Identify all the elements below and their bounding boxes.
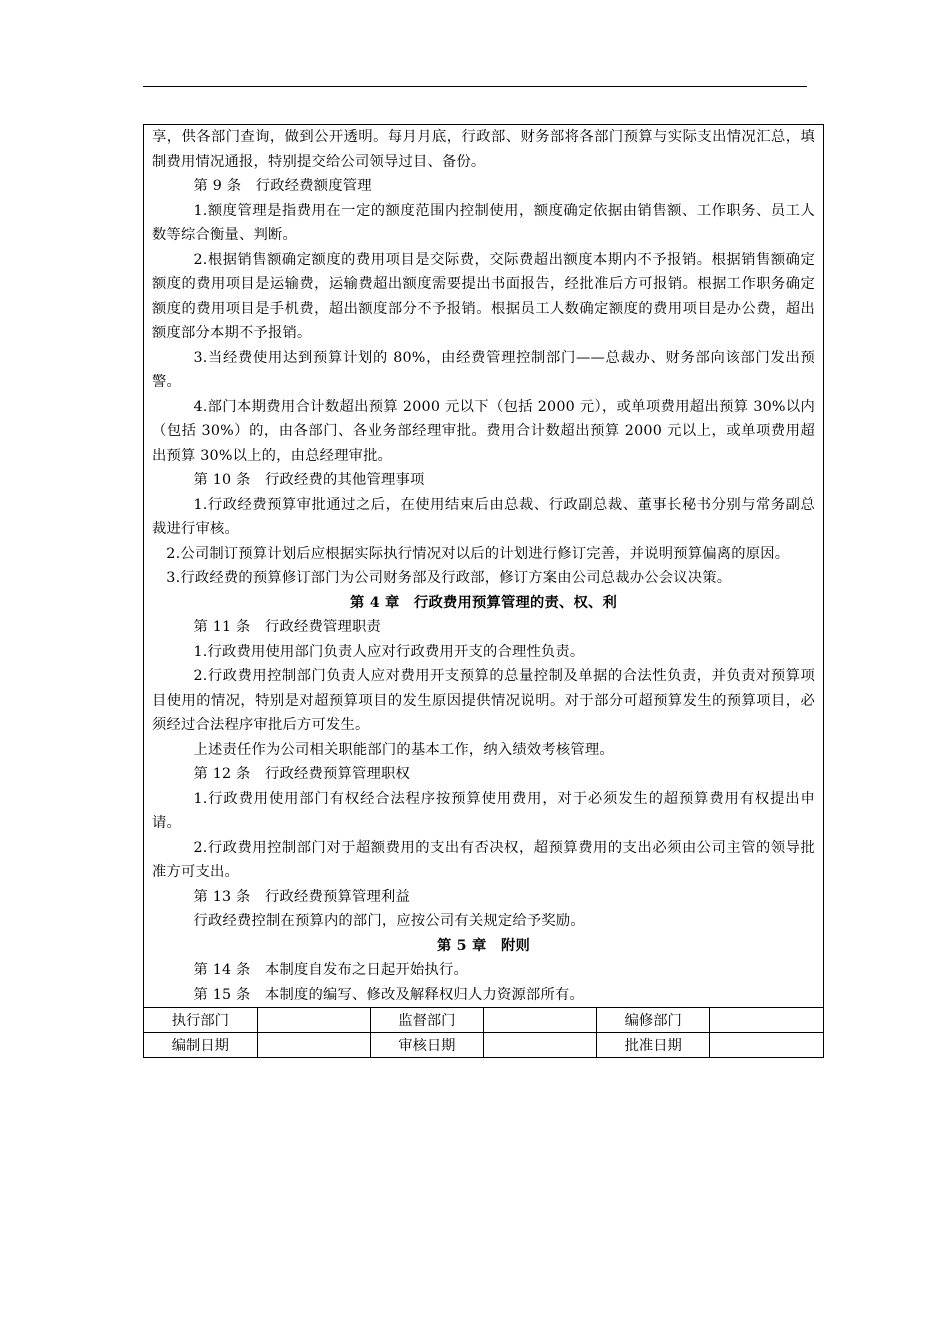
- execution-dept-label: 执行部门: [144, 1008, 257, 1033]
- approval-date-label: 批准日期: [597, 1033, 710, 1058]
- revision-dept-label: 编修部门: [597, 1008, 710, 1033]
- article-12-item-2: 2.行政费用控制部门对于超额费用的支出有否决权，超预算费用的支出必须由公司主管的领导批准方可支出。: [152, 839, 815, 880]
- article-12-item-1: 1.行政费用使用部门有权经合法程序按预算使用费用，对于必须发生的超预算费用有权提出申请。: [152, 790, 815, 831]
- article-9-item-1: 1.额度管理是指费用在一定的额度范围内控制使用，额度确定依据由销售额、工作职务、员工人数等综合衡量、判断。: [152, 202, 815, 243]
- article-10-item-1: 1.行政经费预算审批通过之后，在使用结束后由总裁、行政副总裁、董事长秘书分别与常务副总裁进行审核。: [152, 496, 815, 537]
- article-13-body: 行政经费控制在预算内的部门，应按公司有关规定给予奖励。: [193, 913, 585, 929]
- paragraph-continuation: 享，供各部门查询，做到公开透明。每月月底，行政部、财务部将各部门预算与实际支出情况汇总，填制费用情况通报，特别提交给公司领导过目、备份。: [152, 129, 815, 170]
- article-11-title: 第 11 条 行政经费管理职责: [193, 619, 382, 635]
- article-11-note: 上述责任作为公司相关职能部门的基本工作，纳入绩效考核管理。: [193, 741, 614, 758]
- article-10-item-2: 2.公司制订预算计划后应根据实际执行情况对以后的计划进行修订完善，并说明预算偏离的原因。: [166, 545, 790, 562]
- document-frame: [143, 124, 824, 1058]
- article-9-item-3: 3.当经费使用达到预算计划的 80%，由经费管理控制部门——总裁办、财务部向该部门发出预警。: [152, 349, 815, 390]
- article-9-title: 第 9 条 行政经费额度管理: [193, 178, 372, 194]
- supervision-dept-label: 监督部门: [370, 1008, 483, 1033]
- revision-dept-value: [710, 1008, 823, 1033]
- supervision-dept-value: [483, 1008, 596, 1033]
- compile-date-label: 编制日期: [144, 1033, 257, 1058]
- review-date-value: [483, 1033, 596, 1058]
- document-body: [144, 125, 823, 1007]
- article-12-title: 第 12 条 行政经费预算管理职权: [193, 766, 411, 782]
- article-9-item-4: 4.部门本期费用合计数超出预算 2000 元以下（包括 2000 元），或单项费用超出预算 30%以内（包括 30%）的，由各部门、各业务部经理审批。费用合计数超出预算 2000 元以上，或单项费用超出预算 30%以上的，由总经理审批。: [152, 398, 815, 464]
- approval-date-value: [710, 1033, 823, 1058]
- article-9-item-2: 2.根据销售额确定额度的费用项目是交际费，交际费超出额度本期内不予报销。根据销售额确定额度的费用项目是运输费，运输费超出额度需要提出书面报告，经批准后方可报销。根据工作职务确定额度的费用项目是手机费，超出额度部分不予报销。根据员工人数确定额度的费用项目是办公费，超出额度部分本期不予报销。: [152, 251, 815, 341]
- article-10-title: 第 10 条 行政经费的其他管理事项: [193, 472, 425, 488]
- signoff-table: [144, 1007, 823, 1057]
- article-10-item-3: 3.行政经费的预算修订部门为公司财务部及行政部，修订方案由公司总裁办公会议决策。: [166, 570, 732, 586]
- compile-date-value: [257, 1033, 370, 1058]
- article-13-title: 第 13 条 行政经费预算管理利益: [193, 888, 411, 905]
- article-15: 第 15 条 本制度的编写、修改及解释权归人力资源部所有。: [193, 986, 584, 1003]
- header-rule: [143, 86, 807, 87]
- chapter-5-heading: 第 5 章 附则: [437, 937, 530, 954]
- review-date-label: 审核日期: [370, 1033, 483, 1058]
- article-14: 第 14 条 本制度自发布之日起开始执行。: [193, 962, 468, 978]
- table-row: [144, 1033, 823, 1058]
- execution-dept-value: [257, 1008, 370, 1033]
- table-row: [144, 1008, 823, 1033]
- article-11-item-1: 1.行政费用使用部门负责人应对行政费用开支的合理性负责。: [193, 643, 585, 660]
- chapter-4-heading: 第 4 章 行政费用预算管理的责、权、利: [350, 594, 617, 611]
- article-11-item-2: 2.行政费用控制部门负责人应对费用开支预算的总量控制及单据的合法性负责，并负责对预算项目使用的情况，特别是对超预算项目的发生原因提供情况说明。对于部分可超预算发生的预算项目，必须经过合法程序审批后方可发生。: [152, 668, 815, 733]
